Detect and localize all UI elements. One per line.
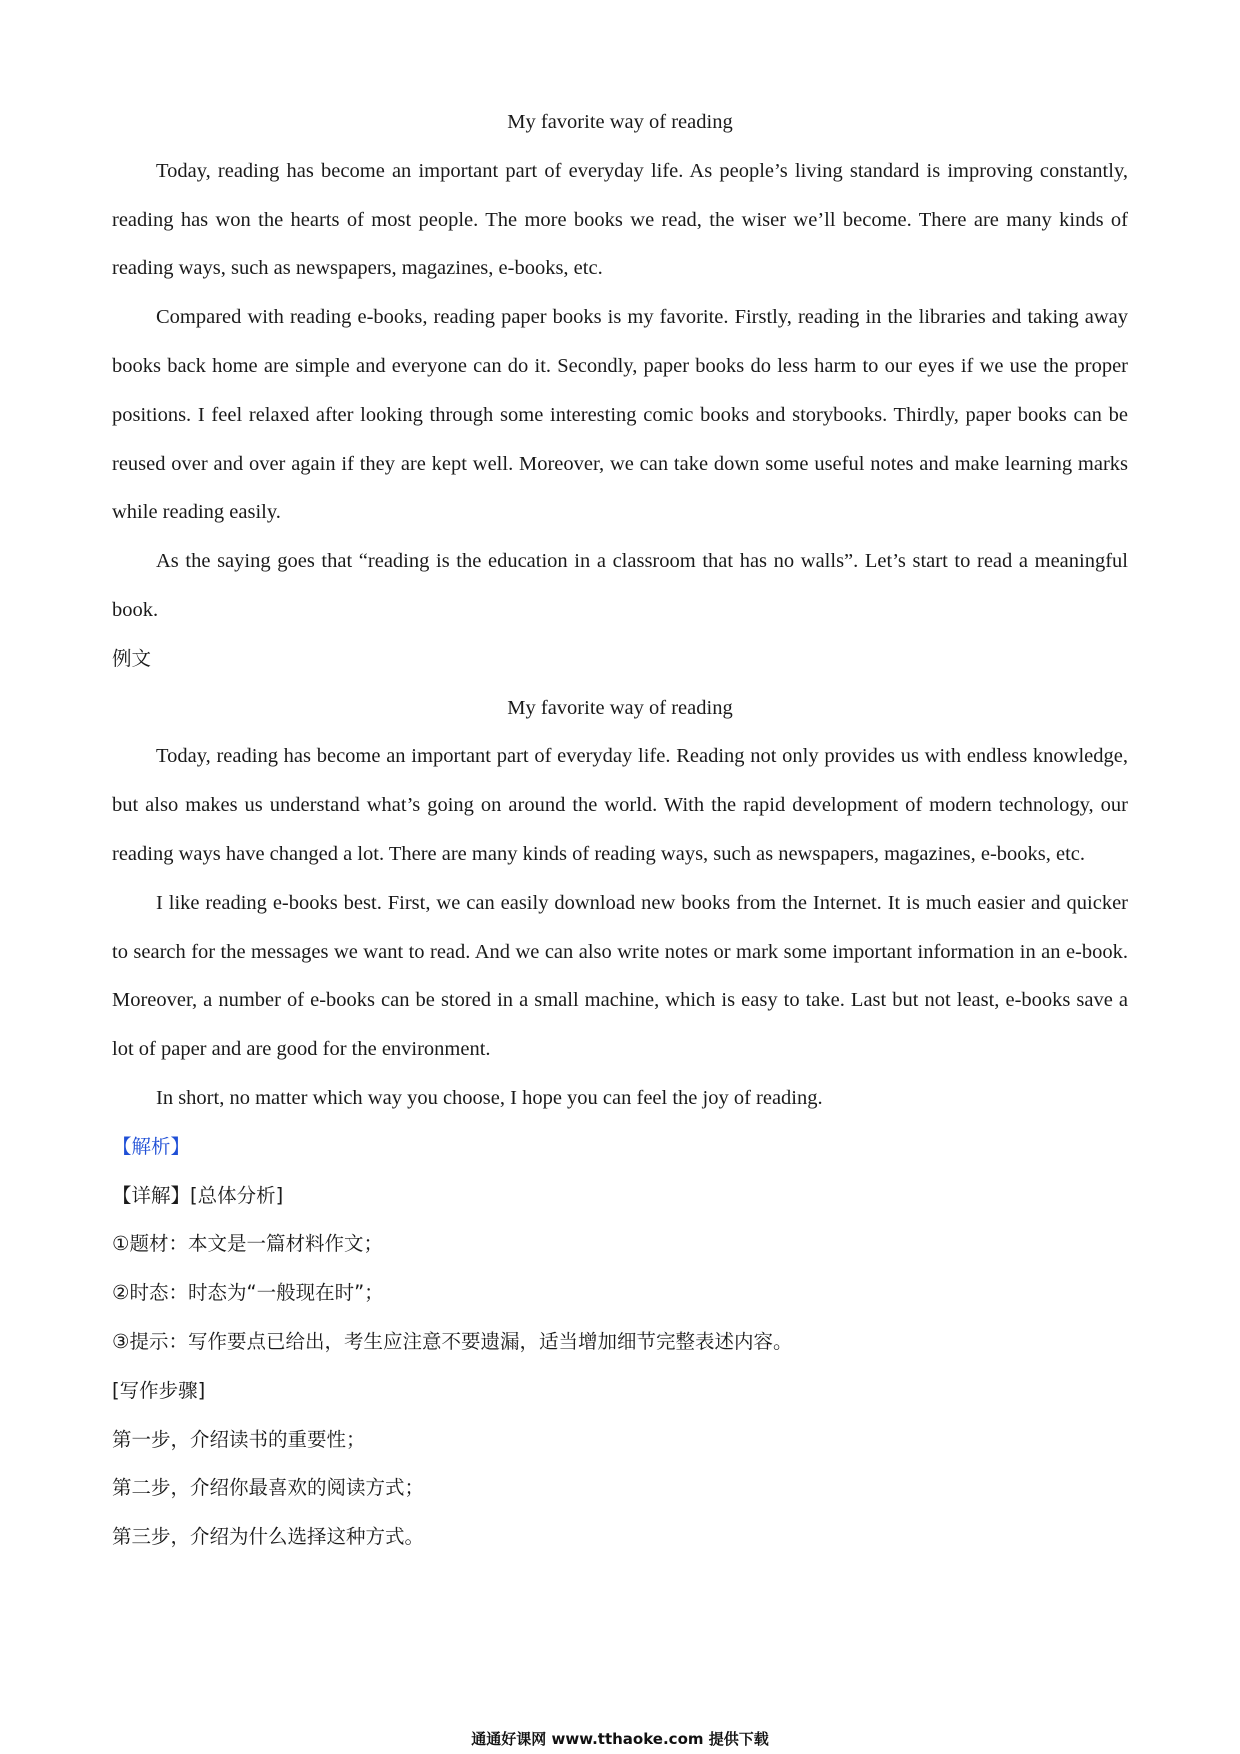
essay2-paragraph-2: I like reading e-books best. First, we can easily download new books from the Internet. It is much easier and quicker to search for the messages we want to read. And we can also write notes or mark some important information in an e-book. Moreover, a number of e-books can be stored in a small machine, which is easy to take. Last but not least, e-books save a lot of paper and are good for the environment.: [112, 891, 1128, 1061]
analysis-steps-heading: [写作步骤]: [112, 1378, 206, 1402]
analysis-step-3: 第三步，介绍为什么选择这种方式。: [112, 1525, 425, 1549]
essay1-title: My favorite way of reading: [507, 111, 733, 133]
analysis-detail-heading: 【详解】[总体分析]: [112, 1183, 284, 1207]
essay1-paragraph-3: As the saying goes that “reading is the education in a classroom that has no walls”. Let’s start to read a meaningful book.: [112, 550, 1128, 621]
essay1-paragraph-1: Today, reading has become an important part of everyday life. As people’s living standard is improving constantly, reading has won the hearts of most people. The more books we read, the wiser we’ll become. There are many kinds of reading ways, such as newspapers, magazines, e-books, etc.: [112, 159, 1128, 280]
sample-label: 例文: [112, 646, 152, 670]
essay2-paragraph-1: Today, reading has become an important part of everyday life. Reading not only provides us with endless knowledge, but also makes us understand what’s going on around the world. With the rapid development of modern technology, our reading ways have changed a lot. There are many kinds of reading ways, such as newspapers, magazines, e-books, etc.: [112, 745, 1128, 865]
analysis-point-subject: ①题材：本文是一篇材料作文；: [112, 1232, 383, 1256]
analysis-step-2: 第二步，介绍你最喜欢的阅读方式；: [112, 1476, 425, 1500]
document-page: [112, 98, 1128, 1562]
analysis-point-hint: ③提示：写作要点已给出，考生应注意不要遗漏，适当增加细节完整表述内容。: [112, 1329, 793, 1353]
analysis-step-1: 第一步，介绍读书的重要性；: [112, 1427, 366, 1451]
essay2-paragraph-3: In short, no matter which way you choose, I hope you can feel the joy of reading.: [156, 1086, 823, 1109]
essay2-title: My favorite way of reading: [507, 696, 733, 719]
page-footer: 通通好课网 www.tthaoke.com 提供下载: [471, 1730, 769, 1748]
essay1-paragraph-2: Compared with reading e-books, reading paper books is my favorite. Firstly, reading in the libraries and taking away books back home are simple and everyone can do it. Secondly, paper books do less harm to our eyes if we use the proper positions. I feel relaxed after looking through some interesting comic books and storybooks. Thirdly, paper books can be reused over and over again if they are kept well. Moreover, we can take down some useful notes and make learning marks while reading easily.: [112, 306, 1128, 524]
analysis-point-tense: ②时态：时态为“一般现在时”；: [112, 1281, 384, 1305]
analysis-header: 【解析】: [112, 1134, 191, 1158]
